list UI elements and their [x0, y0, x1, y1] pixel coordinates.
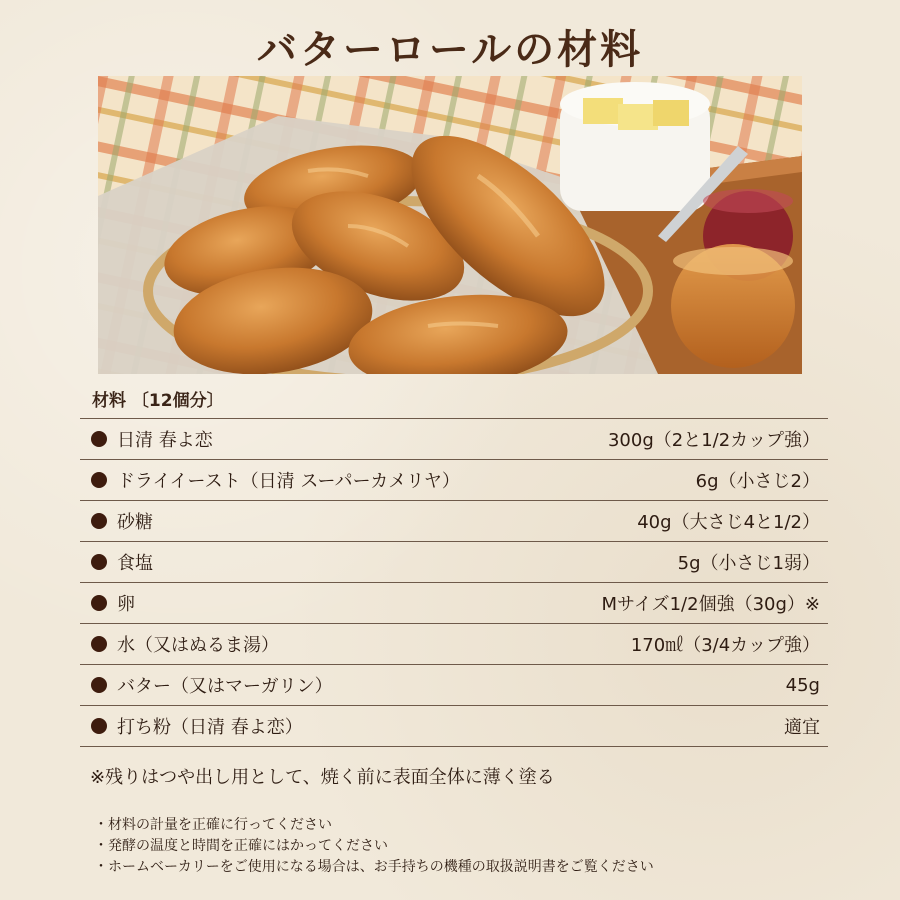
bullet-icon: [91, 431, 107, 447]
bullet-icon: [91, 472, 107, 488]
tip-item: ・ホームベーカリーをご使用になる場合は、お手持ちの機種の取扱説明書をご覧ください: [94, 859, 654, 875]
page-title: バターロールの材料: [256, 27, 644, 73]
ingredient-name: ドライイースト（日清 スーパーカメリヤ）: [117, 471, 460, 492]
ingredient-amount: 40g（大さじ4と1/2）: [637, 512, 820, 533]
ingredient-name: 卵: [117, 594, 135, 615]
butter-roll-photo: [98, 76, 802, 374]
ingredient-row: [80, 583, 828, 624]
ingredient-row: [80, 501, 828, 542]
tip-item: ・発酵の温度と時間を正確にはかってください: [94, 838, 388, 854]
ingredient-name: 日清 春よ恋: [117, 430, 213, 451]
ingredient-row: [80, 542, 828, 583]
ingredient-name: 水（又はぬるま湯）: [117, 635, 279, 656]
ingredients-table: [80, 418, 828, 747]
ingredient-amount: 300g（2と1/2カップ強）: [607, 430, 820, 451]
bullet-icon: [91, 595, 107, 611]
ingredient-name: 砂糖: [117, 512, 153, 533]
ingredient-amount: Mサイズ1/2個強（30g）※: [601, 594, 820, 615]
ingredient-row: [80, 419, 828, 460]
ingredient-row: [80, 665, 828, 706]
ingredient-amount: 適宜: [784, 717, 820, 738]
ingredient-amount: 45g: [785, 674, 820, 696]
tips-list: [94, 815, 654, 878]
ingredient-amount: 170㎖（3/4カップ強）: [630, 635, 820, 656]
glaze-note: ※残りはつや出し用として、焼く前に表面全体に薄く塗る: [90, 767, 555, 788]
tip-item: ・材料の計量を正確に行ってください: [94, 817, 332, 833]
ingredient-row: [80, 624, 828, 665]
ingredient-row: [80, 460, 828, 501]
ingredient-name: バター（又はマーガリン）: [117, 676, 333, 697]
ingredient-amount: 5g（小さじ1弱）: [677, 553, 820, 574]
servings-heading: 材料 〔12個分〕: [92, 391, 224, 411]
ingredient-name: 打ち粉（日清 春よ恋）: [117, 717, 303, 738]
bullet-icon: [91, 636, 107, 652]
ingredient-name: 食塩: [117, 553, 153, 574]
bullet-icon: [91, 513, 107, 529]
ingredient-row: [80, 706, 828, 747]
bullet-icon: [91, 677, 107, 693]
ingredient-amount: 6g（小さじ2）: [695, 471, 820, 492]
bullet-icon: [91, 718, 107, 734]
bullet-icon: [91, 554, 107, 570]
